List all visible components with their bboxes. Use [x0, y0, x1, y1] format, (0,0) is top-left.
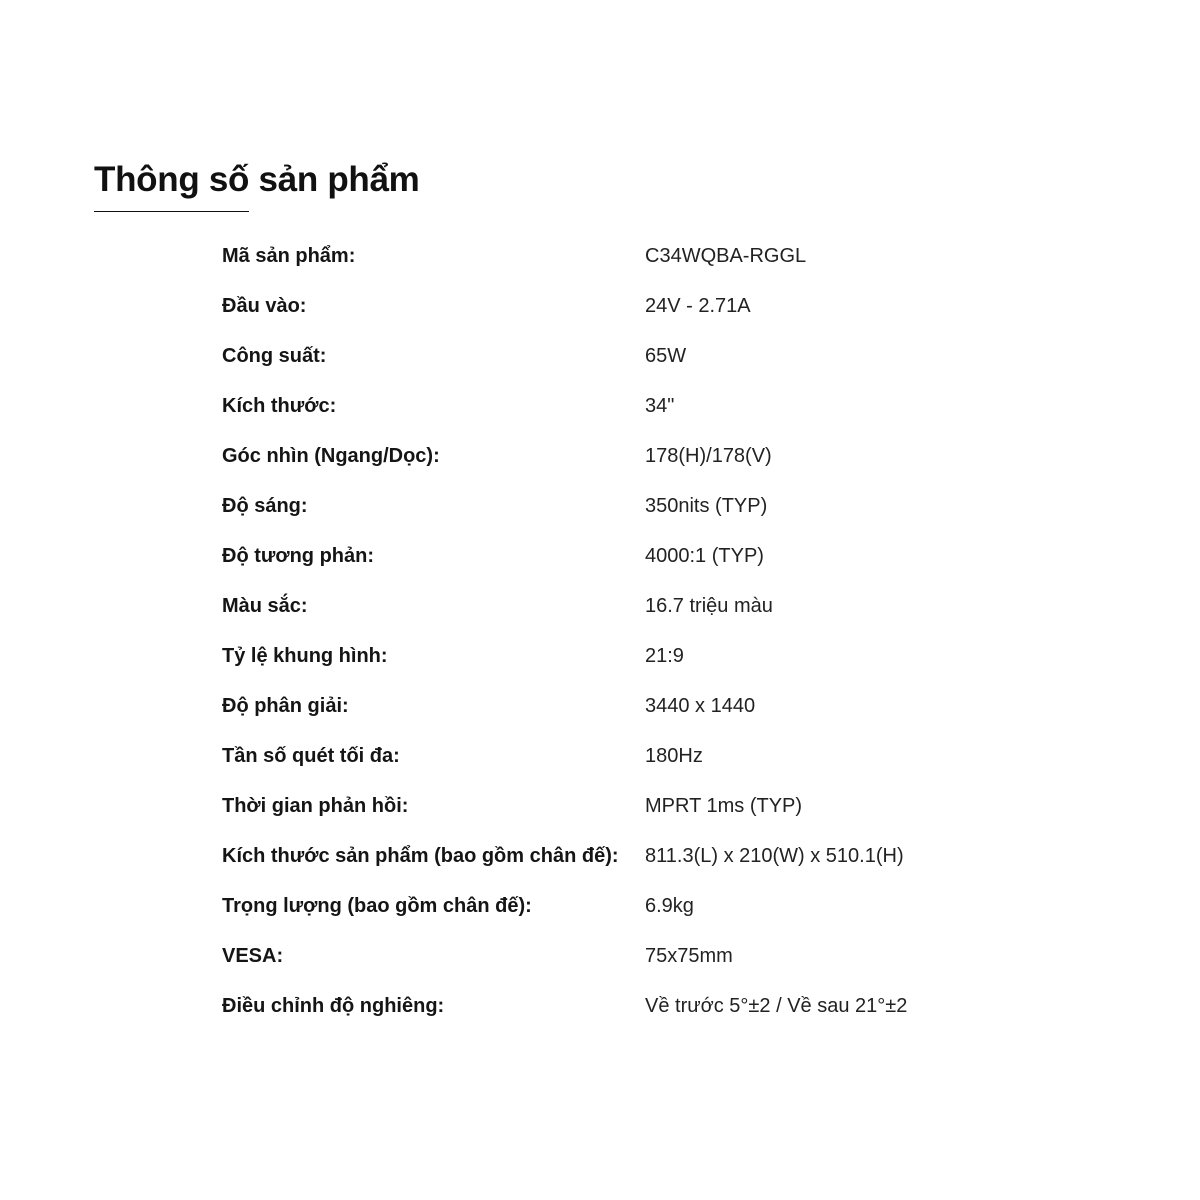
spec-label: Kích thước sản phẩm (bao gồm chân đế): — [222, 844, 619, 867]
spec-label: Tỷ lệ khung hình: — [222, 644, 388, 667]
spec-label: Thời gian phản hồi: — [222, 794, 409, 817]
title-underline — [94, 211, 249, 212]
spec-value: 350nits (TYP) — [645, 494, 768, 517]
spec-value: MPRT 1ms (TYP) — [645, 794, 803, 817]
spec-row-refresh-rate — [222, 731, 982, 781]
spec-label: Công suất: — [222, 344, 327, 367]
spec-row-input — [222, 281, 982, 331]
spec-label: Độ tương phản: — [222, 544, 375, 567]
spec-row-tilt — [222, 981, 982, 1031]
spec-value: 75x75mm — [645, 944, 733, 967]
spec-label: Độ phân giải: — [222, 694, 349, 717]
spec-value: 3440 x 1440 — [645, 694, 756, 717]
spec-row-brightness — [222, 481, 982, 531]
spec-label: Tần số quét tối đa: — [222, 744, 400, 767]
spec-row-contrast — [222, 531, 982, 581]
spec-value: Về trước 5°±2 / Về sau 21°±2 — [645, 994, 908, 1017]
spec-table — [222, 231, 982, 1031]
spec-row-viewing-angle — [222, 431, 982, 481]
spec-label: Điều chỉnh độ nghiêng: — [222, 994, 445, 1017]
spec-value: 21:9 — [645, 644, 684, 667]
spec-row-response-time — [222, 781, 982, 831]
spec-label: VESA: — [222, 944, 284, 967]
spec-label: Góc nhìn (Ngang/Dọc): — [222, 444, 440, 467]
spec-row-size — [222, 381, 982, 431]
spec-row-colors — [222, 581, 982, 631]
spec-label: Trọng lượng (bao gồm chân đế): — [222, 894, 532, 917]
spec-value: 34" — [645, 394, 675, 417]
page-title: Thông số sản phẩm — [94, 160, 420, 199]
spec-value: 6.9kg — [645, 894, 694, 917]
spec-label: Mã sản phẩm: — [222, 244, 356, 267]
spec-label: Đầu vào: — [222, 294, 307, 317]
spec-row-dimensions — [222, 831, 982, 881]
spec-value: 811.3(L) x 210(W) x 510.1(H) — [645, 844, 904, 867]
spec-value: 16.7 triệu màu — [645, 594, 773, 617]
spec-row-aspect-ratio — [222, 631, 982, 681]
spec-value: 65W — [645, 344, 687, 367]
spec-value: 178(H)/178(V) — [645, 444, 772, 467]
spec-label: Độ sáng: — [222, 494, 308, 517]
spec-value: C34WQBA-RGGL — [645, 244, 807, 267]
spec-row-resolution — [222, 681, 982, 731]
spec-row-model — [222, 231, 982, 281]
spec-row-vesa — [222, 931, 982, 981]
spec-value: 180Hz — [645, 744, 703, 767]
spec-label: Kích thước: — [222, 394, 337, 417]
spec-row-weight — [222, 881, 982, 931]
spec-value: 4000:1 (TYP) — [645, 544, 764, 567]
spec-label: Màu sắc: — [222, 594, 308, 617]
spec-row-power — [222, 331, 982, 381]
spec-value: 24V - 2.71A — [645, 294, 751, 317]
